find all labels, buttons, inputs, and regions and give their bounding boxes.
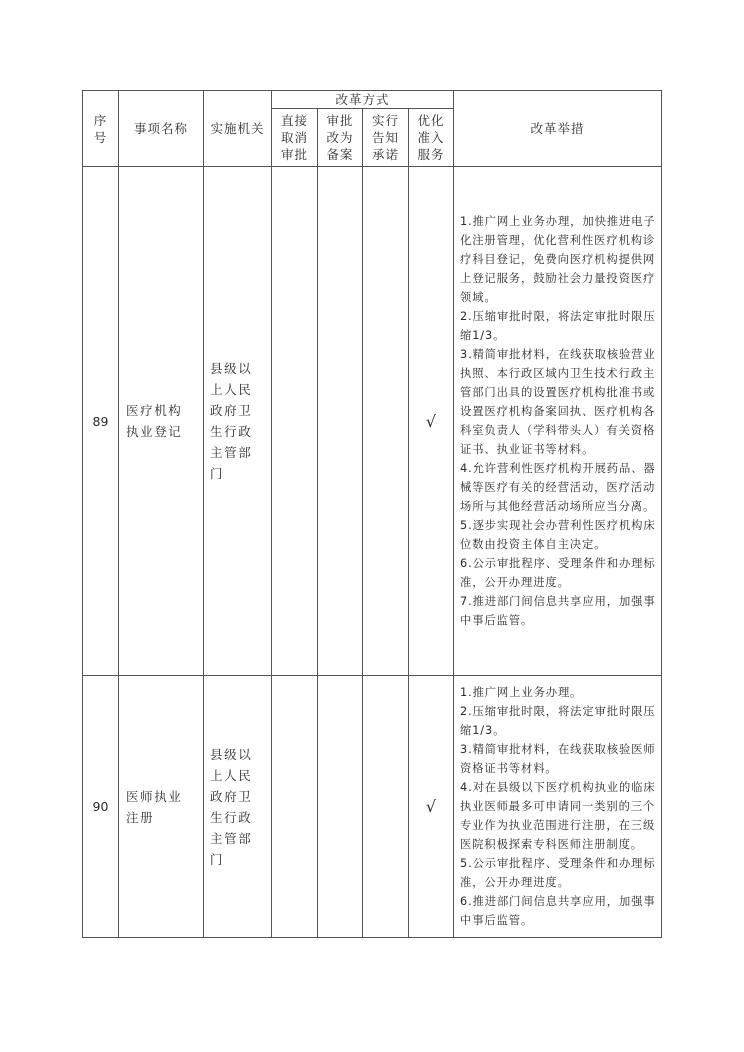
row-item-name: 医师执业注册: [119, 676, 204, 938]
row-seq: 90: [83, 676, 119, 938]
header-mode-notify: 实行 告知 承诺: [363, 109, 409, 167]
reform-table: [82, 90, 662, 938]
row-mode-record: [318, 167, 363, 676]
measure-item: 1.推广网上业务办理。: [460, 686, 583, 699]
measure-item: 5.逐步实现社会办营利性医疗机构床位数由投资主体自主决定。: [460, 519, 656, 551]
row-agency: 县级以上人民政府卫生行政主管部门: [204, 676, 272, 938]
header-mode-cancel: 直接 取消 审批: [272, 109, 318, 167]
row-mode-record: [318, 676, 363, 938]
header-reform-mode: 改革方式: [272, 91, 454, 109]
measure-item: 6.推进部门间信息共享应用，加强事中事后监管。: [460, 895, 656, 927]
row-measures: [454, 167, 662, 676]
row-seq: 89: [83, 167, 119, 676]
row-mode-notify: [363, 676, 409, 938]
measure-item: 2.压缩审批时限，将法定审批时限压缩1/3。: [460, 705, 656, 737]
row-mode-cancel: [272, 676, 318, 938]
measure-item: 2.压缩审批时限，将法定审批时限压缩1/3。: [460, 310, 656, 342]
row-mode-notify: [363, 167, 409, 676]
measure-item: 7.推进部门间信息共享应用，加强事中事后监管。: [460, 595, 656, 627]
row-measures: [454, 676, 662, 938]
measure-item: 4.允许营利性医疗机构开展药品、器械等医疗有关的经营活动，医疗活动场所与其他经营活动场所应当分离。: [460, 462, 656, 513]
measure-item: 4.对在县级以下医疗机构执业的临床执业医师最多可申请同一类别的三个专业作为执业范围进行注册，在三级医院积极探索专科医师注册制度。: [460, 781, 656, 851]
header-agency: 实施机关: [204, 91, 272, 167]
header-mode-optimize: 优化 准入 服务: [409, 109, 454, 167]
measure-item: 3.精简审批材料，在线获取核验医师资格证书等材料。: [460, 743, 656, 775]
header-mode-record: 审批 改为 备案: [318, 109, 363, 167]
row-item-name: 医疗机构执业登记: [119, 167, 204, 676]
row-mode-cancel: [272, 167, 318, 676]
table-row: [83, 676, 662, 938]
header-measures: 改革举措: [454, 91, 662, 167]
check-mark-icon: √: [409, 167, 454, 676]
measure-item: 1.推广网上业务办理，加快推进电子化注册管理，优化营利性医疗机构诊疗科目登记，免费向医疗机构提供网上登记服务，鼓励社会力量投资医疗领域。: [460, 215, 656, 304]
check-mark-icon: √: [409, 676, 454, 938]
measure-item: 3.精简审批材料，在线获取核验营业执照、本行政区域内卫生技术行政主管部门出具的设置医疗机构批准书或设置医疗机构备案回执、医疗机构各科室负责人（学科带头人）有关资格证书、执业证书等材料。: [460, 348, 656, 456]
header-seq: 序 号: [83, 91, 119, 167]
measure-item: 6.公示审批程序、受理条件和办理标准，公开办理进度。: [460, 557, 656, 589]
row-agency: 县级以上人民政府卫生行政主管部门: [204, 167, 272, 676]
table-row: [83, 167, 662, 676]
measure-item: 5.公示审批程序、受理条件和办理标准，公开办理进度。: [460, 857, 656, 889]
header-item-name: 事项名称: [119, 91, 204, 167]
